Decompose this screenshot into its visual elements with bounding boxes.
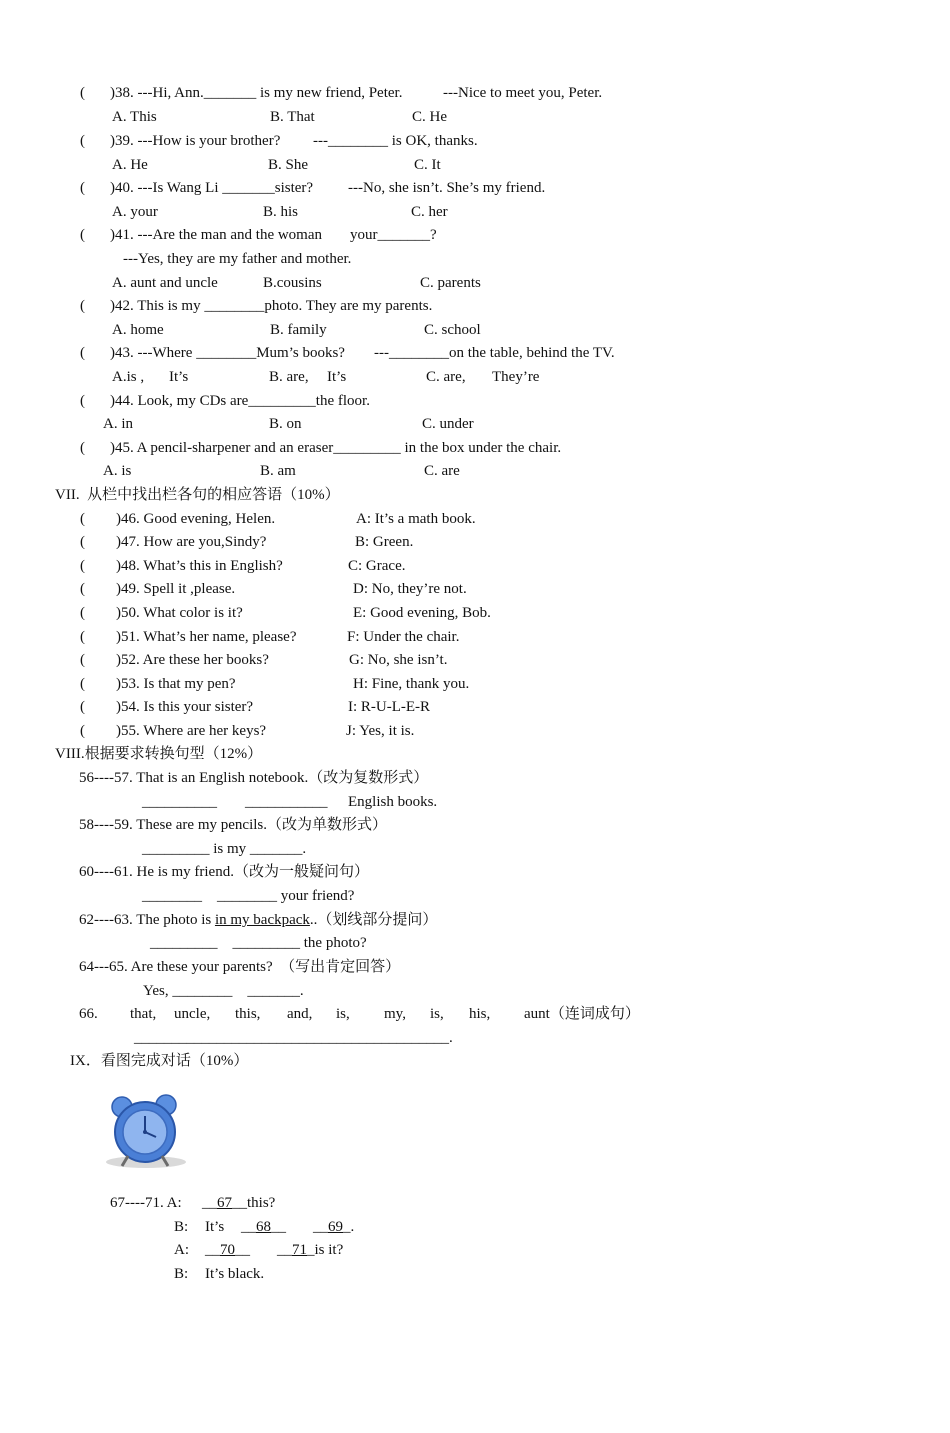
- question-62-instruction: ..（划线部分提问）: [309, 912, 438, 928]
- paren: (: [80, 699, 85, 715]
- option-c: C. school: [424, 322, 481, 338]
- question-62-63: [79, 911, 437, 929]
- section-title-ix: IX．看图完成对话（10%）: [70, 1053, 249, 1069]
- option-b: B. She: [268, 157, 309, 173]
- paren: (: [80, 85, 85, 101]
- question-reply: ---Nice to meet you, Peter.: [443, 85, 603, 101]
- question-60-61: 60----61. He is my friend.（改为一般疑问句）: [79, 864, 369, 880]
- alarm-clock-icon: [100, 1090, 192, 1172]
- answer-line-64-65[interactable]: Yes, ________ _______.: [143, 983, 304, 999]
- paren: (: [80, 133, 85, 149]
- option-c: C. under: [422, 416, 474, 432]
- option-a: A. home: [112, 322, 164, 338]
- question-text: )46. Good evening, Helen.: [116, 511, 276, 527]
- question-blank: your_______?: [350, 227, 437, 243]
- question-text: )55. Where are her keys?: [116, 723, 267, 739]
- paren: (: [80, 180, 85, 196]
- question-56-57: 56----57. That is an English notebook.（改为复数形式）: [79, 770, 429, 786]
- paren: (: [80, 605, 85, 621]
- word-6: my,: [384, 1006, 406, 1022]
- blank-70-group: [205, 1241, 250, 1259]
- word-5: is,: [336, 1006, 350, 1022]
- dialogue-line-1: [202, 1194, 275, 1212]
- question-reply: ---Yes, they are my father and mother.: [123, 251, 352, 267]
- option-a: A. is: [103, 463, 132, 479]
- question-58-59: 58----59. These are my pencils.（改为单数形式）: [79, 817, 387, 833]
- speaker-a: A:: [174, 1242, 189, 1258]
- option-b: B. am: [260, 463, 296, 479]
- question-text: )38. ---Hi, Ann._______ is my new friend, Peter.: [110, 85, 403, 101]
- question-text: )48. What’s this in English?: [116, 558, 283, 574]
- underlined-phrase: in my backpack: [214, 912, 310, 928]
- blank-suffix: _.: [343, 1219, 355, 1235]
- answer-tail: English books.: [348, 794, 438, 810]
- question-reply: ---No, she isn’t. She’s my friend.: [348, 180, 546, 196]
- word-1: that,: [130, 1006, 157, 1022]
- option-a: A. in: [103, 416, 133, 432]
- option-a: A. This: [112, 109, 157, 125]
- word-9: aunt（连词成句）: [524, 1006, 640, 1022]
- paren: (: [80, 345, 85, 361]
- option-b: B. his: [263, 204, 299, 220]
- answer-option: A: It’s a math book.: [356, 511, 476, 527]
- question-text: )49. Spell it ,please.: [116, 581, 236, 597]
- paren: (: [80, 440, 85, 456]
- option-c: C. parents: [420, 275, 481, 291]
- paren: (: [80, 511, 85, 527]
- question-text: )54. Is this your sister?: [116, 699, 254, 715]
- answer-blank-57[interactable]: ___________: [245, 794, 328, 810]
- question-reply: ---________on the table, behind the TV.: [374, 345, 615, 361]
- option-c: C. are: [424, 463, 460, 479]
- answer-line-62-63[interactable]: _________ _________ the photo?: [150, 935, 367, 951]
- word-3: this,: [235, 1006, 261, 1022]
- question-text: )47. How are you,Sindy?: [116, 534, 267, 550]
- option-c: C. It: [414, 157, 441, 173]
- paren: (: [80, 676, 85, 692]
- section-title-viii: VIII.根据要求转换句型（12%）: [55, 746, 263, 762]
- answer-option: B: Green.: [355, 534, 414, 550]
- dialogue-number: 67----71. A:: [110, 1195, 182, 1211]
- blank-67[interactable]: 67: [217, 1195, 232, 1211]
- blank-68-group: [241, 1218, 286, 1236]
- blank-suffix: __: [235, 1242, 250, 1258]
- answer-option: E: Good evening, Bob.: [353, 605, 491, 621]
- answer-option: I: R-U-L-E-R: [348, 699, 431, 715]
- option-b-2: It’s: [327, 369, 347, 385]
- section-title-vii: VII. 从栏中找出栏各句的相应答语（10%）: [55, 487, 340, 503]
- blank-prefix: __: [202, 1195, 217, 1211]
- word-4: and,: [287, 1006, 313, 1022]
- blank-68[interactable]: 68: [256, 1219, 271, 1235]
- answer-line-58-59[interactable]: _________ is my _______.: [142, 841, 307, 857]
- paren: (: [80, 652, 85, 668]
- paren: (: [80, 723, 85, 739]
- option-b: B. on: [269, 416, 302, 432]
- blank-70[interactable]: 70: [220, 1242, 235, 1258]
- question-text: )41. ---Are the man and the woman: [110, 227, 323, 243]
- blank-suffix: __: [271, 1219, 286, 1235]
- blank-prefix: __: [205, 1242, 220, 1258]
- question-text: )44. Look, my CDs are_________the floor.: [110, 393, 370, 409]
- option-c-2: They’re: [492, 369, 540, 385]
- option-b: B. are,: [269, 369, 309, 385]
- option-a: A. He: [112, 157, 148, 173]
- blank-69[interactable]: 69: [328, 1219, 343, 1235]
- question-62-text: 62----63. The photo is: [79, 912, 215, 928]
- blank-prefix: __: [241, 1219, 256, 1235]
- option-b: B. That: [270, 109, 315, 125]
- word-7: is,: [430, 1006, 444, 1022]
- answer-option: G: No, she isn’t.: [349, 652, 448, 668]
- answer-option: F: Under the chair.: [347, 629, 460, 645]
- answer-option: C: Grace.: [348, 558, 406, 574]
- question-text: )39. ---How is your brother?: [110, 133, 281, 149]
- speaker-b-2: B:: [174, 1266, 189, 1282]
- speaker-b: B:: [174, 1219, 189, 1235]
- paren: (: [80, 629, 85, 645]
- answer-option: J: Yes, it is.: [346, 723, 415, 739]
- question-64-65: 64---65. Are these your parents? （写出肯定回答）: [79, 959, 401, 975]
- question-text: )45. A pencil-sharpener and an eraser_________ in the box under the chair.: [110, 440, 562, 456]
- dialogue-text-final: It’s black.: [205, 1266, 265, 1282]
- word-2: uncle,: [174, 1006, 211, 1022]
- option-b: B.cousins: [263, 275, 322, 291]
- line-3-tail: _is it?: [307, 1242, 344, 1258]
- answer-line-60-61[interactable]: ________ ________ your friend?: [142, 888, 355, 904]
- option-a: A.is ,: [112, 369, 145, 385]
- paren: (: [80, 534, 85, 550]
- blank-prefix: __: [277, 1242, 292, 1258]
- blank-71[interactable]: 71: [292, 1242, 307, 1258]
- question-66-number: 66.: [79, 1006, 98, 1022]
- question-text: )51. What’s her name, please?: [116, 629, 297, 645]
- option-a: A. your: [112, 204, 158, 220]
- question-text: )53. Is that my pen?: [116, 676, 236, 692]
- line-1-tail: __this?: [232, 1195, 276, 1211]
- answer-blank-56[interactable]: __________: [142, 794, 217, 810]
- answer-option: H: Fine, thank you.: [353, 676, 470, 692]
- option-c: C. her: [411, 204, 448, 220]
- option-a-2: It’s: [169, 369, 189, 385]
- option-c: C. are,: [426, 369, 466, 385]
- paren: (: [80, 298, 85, 314]
- blank-prefix: __: [313, 1219, 328, 1235]
- paren: (: [80, 558, 85, 574]
- paren: (: [80, 581, 85, 597]
- question-text: )50. What color is it?: [116, 605, 243, 621]
- paren: (: [80, 227, 85, 243]
- word-8: his,: [469, 1006, 491, 1022]
- question-reply: ---________ is OK, thanks.: [313, 133, 478, 149]
- question-text: )42. This is my ________photo. They are my parents.: [110, 298, 433, 314]
- question-text: )40. ---Is Wang Li _______sister?: [110, 180, 314, 196]
- answer-option: D: No, they’re not.: [353, 581, 467, 597]
- answer-line-66[interactable]: __________________________________________.: [134, 1030, 453, 1046]
- question-text: )52. Are these her books?: [116, 652, 269, 668]
- question-text: )43. ---Where ________Mum’s books?: [110, 345, 345, 361]
- blank-71-group: [277, 1241, 343, 1259]
- option-b: B. family: [270, 322, 327, 338]
- option-a: A. aunt and uncle: [112, 275, 218, 291]
- dialogue-text: It’s: [205, 1219, 225, 1235]
- option-c: C. He: [412, 109, 447, 125]
- blank-69-group: [313, 1218, 354, 1236]
- paren: (: [80, 393, 85, 409]
